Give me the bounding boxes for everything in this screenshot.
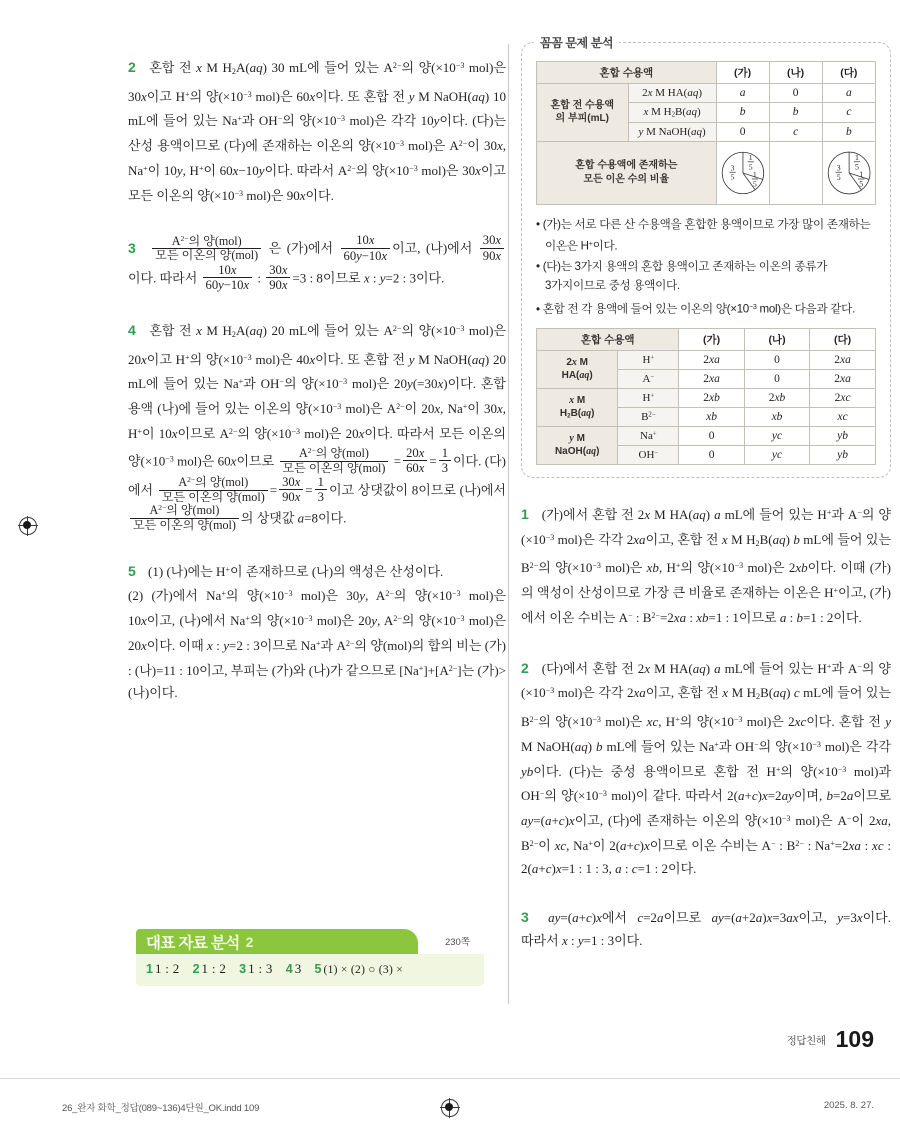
- item-number: 3: [128, 240, 136, 257]
- table-row-label: Na+: [618, 426, 679, 445]
- table-group-label: 2x M HA(aq): [537, 350, 618, 388]
- table-cell: c: [769, 122, 822, 141]
- solution-item-2: [128, 55, 506, 207]
- table-cell: 0: [744, 350, 809, 369]
- table-cell: xb: [679, 407, 744, 426]
- table-group-label: x M $H_2B(aq)$: [537, 388, 618, 426]
- solution-text: 2 (다)에서 혼합 전 2x M HA(aq) a mL에 들어 있는 H+과 A−의 양($\times 10^{-3}$ mol)은 각각 2xa이고, 혼합 전 x M $H_2B(aq)$ c mL에 들어 있는 $B^{2-}$의 양($\times 10^{-3}$ mol)은 xc, H+의 양($\times 10^{-3}$ mol)은 2xc이다. 혼합 전 y M NaOH(aq) b mL에 들어 있는 Na+과 OH−의 양($\times 10^{-3}$ mol)은 각각 yb이다. (다)는 중성 용액이므로 혼합 전 H+의 양($\times 10^{-3}$ mol)과 OH−의 양($\times 10^{-3}$ mol)이 같다. 따라서 2(a+c)x=2ay이며, b=2a이므로 ay=(a+c)x이고, (다)에 존재하는 이온의 양($\times 10^{-3}$ mol)은 A−이 2xa, $B^{2-}$이 xc, Na+이 2(a+c)x이므로 이온 수비는 A− : $B^{2-}$ : Na+=2xa : xc : 2(a+c)x=1 : 1 : 3, a : c=1 : 2이다.: [521, 659, 892, 876]
- table-cell: yc: [744, 426, 809, 445]
- pie-chart: [717, 144, 769, 202]
- solution-text: 5 (1) (나)에는 H+이 존재하므로 (나)의 액성은 산성이다. (2) (가)에서 Na+의 양($\times 10^{-3}$ mol)은 30y, $A^{2-}$의 양($\times 10^{-3}$ mol)은 10x이고, (나)에서 Na+의 양($\times 10^{-3}$ mol)은 20y, $A^{2-}$의 양($\times 10^{-3}$ mol)은 20x이다. 이때 x : y=2 : 3이므로 Na+과 $A^{2-}$의 양(mol)의 합의 비는 (가) : (나)=11 : 10이고, 부피는 (가)와 (나)가 같으므로 $[Na^+]+[A^{2-}]$는 (가)>(나)이다.: [128, 562, 506, 701]
- right-column: [521, 36, 892, 978]
- table-cell: 0: [679, 445, 744, 464]
- table-cell: 0: [716, 122, 769, 141]
- solution-text: 4 혼합 전 x M $H_2A(aq)$ 20 mL에 들어 있는 $A^{2-}$의 양($\times 10^{-3}$ mol)은 20x이고 H+의 양($\times 10^{-3}$ mol)은 40x이다. 또 혼합 전 y M NaOH(aq) 20 mL에 들어 있는 Na+과 OH−의 양($\times 10^{-3}$ mol)은 20y(=30x)이다. 혼합 용액 (나)에 들어 있는 이온의 양($\times 10^{-3}$ mol)은 $A^{2-}$이 20x, Na+이 30x, H+이 10x이므로 $A^{2-}$의 양($\times 10^{-3}$ mol)은 20x이다. 따라서 모든 이온의 양($\times 10^{-3}$ mol)은 60x이므로 $\frac{A^{2-}의 양(mol)}{\text{모든 이온의 양(mol)}}$ = $\frac{20x}{60x}$ = $\frac{1}{3}$ 이다. (다)에서 $\frac{A^{2-}의 양(mol)}{\text{모든 이온의 양(mol)}}$ = $\frac{30x}{90x}$ = $\frac{1}{3}$ 이고 상댓값이 8이므로 (나)에서 $\frac{A^{2-}의 양(mol)}{\text{모든 이온의 양(mol)}}$ 의 상댓값 a=8이다.: [128, 322, 507, 532]
- solution-item-4: [128, 318, 506, 532]
- table-header-cell: (가): [679, 328, 744, 350]
- table-cell: 0: [769, 84, 822, 103]
- bullet-item: • 혼합 전 각 용액에 들어 있는 이온의 양($\times 10^{-3}$ mol)은 다음과 같다.: [536, 297, 876, 319]
- svg-text:3: 3: [730, 162, 735, 172]
- answer-box-badge: 2: [245, 933, 254, 950]
- svg-text:5: 5: [858, 179, 863, 189]
- table-cell: b: [822, 122, 875, 141]
- page-number: 109: [835, 1026, 874, 1052]
- table-header-cell: (가): [716, 62, 769, 84]
- table-header-cell: (다): [810, 328, 876, 350]
- registration-mark-icon: [18, 516, 38, 536]
- answer-entry: 2 1 : 2: [192, 961, 227, 976]
- table-row: [537, 426, 876, 445]
- answer-box-header: [136, 929, 418, 954]
- table-row: [537, 141, 876, 204]
- answer-entry: 1 1 : 2: [146, 961, 180, 976]
- table-row: [537, 350, 876, 369]
- table-cell: 2xb: [679, 388, 744, 407]
- analysis-box-title: 꼼꼼 문제 분석: [534, 34, 619, 51]
- table-cell: 2xa: [810, 369, 876, 388]
- solution-text: 1 (가)에서 혼합 전 2x M HA(aq) a mL에 들어 있는 H+과 A−의 양($\times 10^{-3}$ mol)은 각각 2xa이고, 혼합 전 x M $H_2B(aq)$ b mL에 들어 있는 $B^{2-}$의 양($\times 10^{-3}$ mol)은 xb, H+의 양($\times 10^{-3}$ mol)은 2xb이다. 이때 (가)의 액성이 산성이므로 가장 큰 비율로 존재하는 이온은 H+이고, (가)에서 이온 수비는 A− : $B^{2-}=2xa$ : xb=1 : 1이므로 a : b=1 : 2이다.: [521, 506, 891, 626]
- answer-box-title: 대표 자료 분석: [146, 934, 240, 952]
- table-row-label: A−: [618, 369, 679, 388]
- left-column: [128, 42, 506, 731]
- bullet-item: • (가)는 서로 다른 산 수용액을 혼합한 용액이므로 가장 많이 존재하는 이온은 H+이다.: [536, 215, 876, 256]
- solution-item-r1: [521, 502, 891, 630]
- item-number: 2: [128, 59, 136, 76]
- table-cell: 2xb: [744, 388, 809, 407]
- table-header-cell: 혼합 수용액: [537, 62, 717, 84]
- table-cell: 2xa: [679, 369, 744, 388]
- ion-ratio-pie-cell: [822, 141, 875, 204]
- table-row-label: OH−: [618, 445, 679, 464]
- svg-text:3: 3: [836, 162, 841, 172]
- solution-text: 3 $\frac{A^{2-}의 양(mol)}{\text{모든 이온의 양(mol)}}$ 은 (가)에서 $\frac{10x}{60y-10x}$ 이고, (나)에서 $\frac{30x}{90x}$ 이다. 따라서 $\frac{10x}{60y-10x}$ : $\frac{30x}{90x}$ =3 : 8이므로 x : y=2 : 3이다.: [128, 233, 506, 292]
- problem-analysis-box: [521, 36, 891, 478]
- table-group-label: y M NaOH(aq): [537, 426, 618, 464]
- table-cell: xc: [810, 407, 876, 426]
- table-row-label: x M $H_2B(aq)$: [628, 103, 716, 123]
- page-folio: [787, 1028, 874, 1051]
- solution-text: 2 혼합 전 x M $H_2A(aq)$ 30 mL에 들어 있는 $A^{2-}$의 양($\times 10^{-3}$ mol)은 30x이고 H+의 양($\times 10^{-3}$ mol)은 60x이다. 또 혼합 전 y M NaOH(aq) 10 mL에 들어 있는 Na+과 OH−의 양($\times 10^{-3}$ mol)은 각각 10y이다. (다)는 산성 용액이므로 (다)에 존재하는 이온의 양($\times 10^{-3}$ mol)은 $A^{2-}$이 30x, Na+이 10y, H+이 60x−10y이다. 따라서 $A^{2-}$의 양($\times 10^{-3}$ mol)은 30x이고 모든 이온의 양($\times 10^{-3}$ mol)은 90x이다.: [128, 59, 507, 203]
- solution-item-3: [128, 233, 506, 292]
- ion-amount-table: [536, 328, 876, 465]
- mixture-volume-table: [536, 61, 876, 205]
- solution-item-5: [128, 559, 506, 706]
- ion-ratio-empty-cell: [769, 141, 822, 204]
- table-cell: c: [822, 103, 875, 123]
- solution-item-r2: [521, 656, 891, 881]
- table-cell: 2xc: [810, 388, 876, 407]
- answer-list: [136, 954, 484, 986]
- svg-text:5: 5: [730, 172, 735, 182]
- folio-label: 정답친해: [786, 1035, 826, 1047]
- representative-data-analysis-box: [136, 929, 484, 986]
- table-row: [537, 328, 876, 350]
- table-row: [537, 84, 876, 103]
- table-row-label: y M NaOH(aq): [628, 122, 716, 141]
- table-header-cell: (다): [822, 62, 875, 84]
- table-cell: 0: [679, 426, 744, 445]
- table-cell: b: [769, 103, 822, 123]
- print-date: 2025. 8. 27.: [823, 1100, 874, 1111]
- solution-text: 3 ay=(a+c)x에서 c=2a이므로 ay=(a+2a)x=3ax이고, y=3x이다. 따라서 x : y=1 : 3이다.: [521, 909, 891, 948]
- table-cell: yb: [810, 426, 876, 445]
- table-cell: yc: [744, 445, 809, 464]
- table-header-cell: (나): [769, 62, 822, 84]
- svg-text:1: 1: [858, 169, 863, 179]
- table-header-cell: 혼합 수용액: [537, 328, 679, 350]
- table-row-label: $B^{2-}$: [618, 407, 679, 426]
- item-number: 5: [128, 562, 136, 579]
- table-row-label: 2x M HA(aq): [628, 84, 716, 103]
- table-cell: a: [822, 84, 875, 103]
- table-cell: b: [716, 103, 769, 123]
- svg-text:1: 1: [854, 152, 859, 162]
- table-header-cell: (나): [744, 328, 809, 350]
- table-cell: xb: [744, 407, 809, 426]
- answer-entry: 3 1 : 3: [239, 961, 273, 976]
- solution-item-r3: [521, 906, 891, 952]
- table-cell: 2xa: [810, 350, 876, 369]
- answer-box-page-ref: 230쪽: [444, 937, 470, 948]
- print-filename: 26_완자 화학_정답(089~136)4단원_OK.indd 109: [62, 1103, 260, 1114]
- analysis-bullet-list: [536, 215, 876, 319]
- column-divider: [508, 44, 509, 1004]
- table-cell: a: [716, 84, 769, 103]
- item-number: 2: [521, 659, 529, 676]
- svg-text:5: 5: [748, 161, 753, 171]
- svg-text:1: 1: [752, 169, 757, 179]
- table-cell: yb: [810, 445, 876, 464]
- item-number: 1: [521, 506, 529, 523]
- table-row-label: 혼합 수용액에 존재하는 모든 이온 수의 비율: [537, 141, 717, 204]
- table-row: [537, 388, 876, 407]
- table-group-label: 혼합 전 수용액 의 부피(mL): [537, 84, 629, 142]
- pie-chart-icon: [717, 144, 769, 202]
- pie-chart-icon: [823, 144, 875, 202]
- item-number: 3: [521, 909, 529, 926]
- table-cell: 2xa: [679, 350, 744, 369]
- answer-entry: 4 3: [285, 961, 302, 976]
- registration-mark-icon: [440, 1098, 460, 1118]
- svg-text:5: 5: [752, 178, 757, 188]
- footer-rule: [0, 1078, 900, 1079]
- item-number: 4: [128, 322, 136, 339]
- answer-entry: 5 (1) × (2) ○ (3) ×: [314, 962, 404, 976]
- svg-text:5: 5: [854, 161, 859, 171]
- ion-ratio-pie-cell: [716, 141, 769, 204]
- svg-text:5: 5: [836, 172, 841, 182]
- table-cell: 0: [744, 369, 809, 388]
- table-row: [537, 62, 876, 84]
- pie-chart: [823, 144, 875, 202]
- table-row-label: H+: [618, 350, 679, 369]
- svg-text:1: 1: [748, 152, 753, 162]
- bullet-item: • (다)는 3가지 용액의 혼합 용액이고 존재하는 이온의 종류가 3가지이므로 중성 용액이다.: [536, 257, 876, 295]
- table-row-label: H+: [618, 388, 679, 407]
